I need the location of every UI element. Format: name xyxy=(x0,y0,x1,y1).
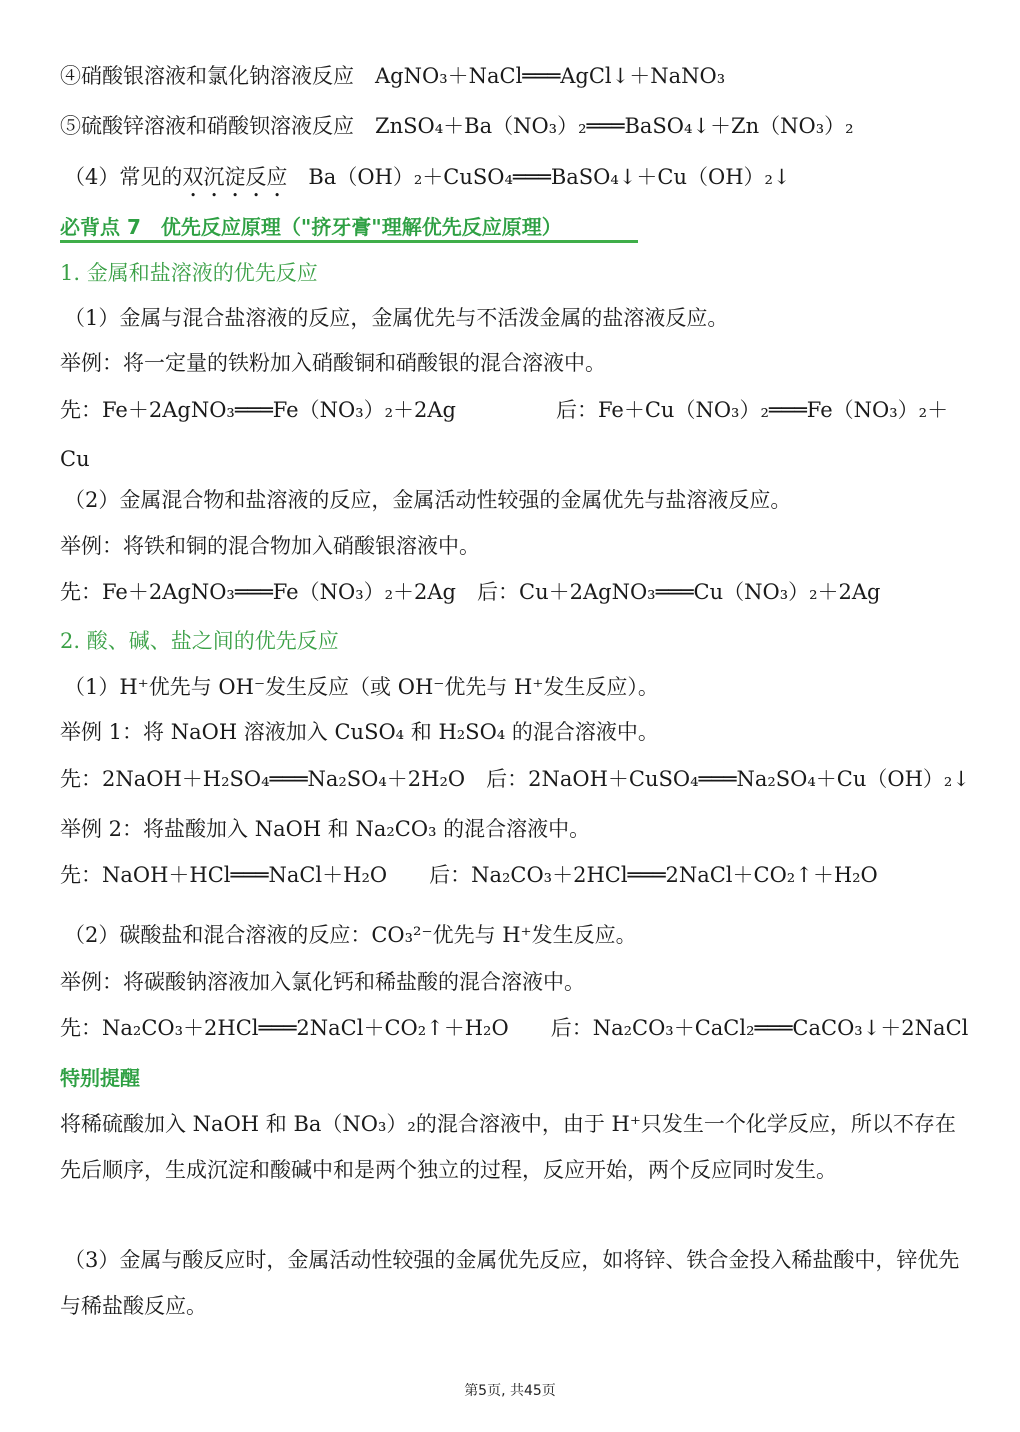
double-precipitate-equation: Ba（OH）₂＋CuSO₄═══BaSO₄↓＋Cu（OH）₂↓ xyxy=(287,165,791,189)
equation-1-second: 后：Fe＋Cu（NO₃）₂═══Fe（NO₃）₂＋ xyxy=(556,398,949,422)
paragraph-3: （1）H⁺优先与 OH⁻发生反应（或 OH⁻优先与 H⁺发生反应）。 xyxy=(64,675,659,699)
emphasized-term: 双沉淀反应 xyxy=(182,165,288,189)
special-reminder-text: 将稀硫酸加入 NaOH 和 Ba（NO₃）₂的混合溶液中，由于 H⁺只发生一个化学反应，所以不存在先后顺序，生成沉淀和酸碱中和是两个独立的过程，反应开始，两个反应同时发生。 xyxy=(60,1112,956,1182)
equation-2: 先：Fe＋2AgNO₃═══Fe（NO₃）₂＋2Ag 后：Cu＋2AgNO₃═══Cu（NO₃）₂＋2Ag xyxy=(60,580,881,604)
heading-underline xyxy=(60,240,638,243)
equation-5: 先：Na₂CO₃＋2HCl═══2NaCl＋CO₂↑＋H₂O 后：Na₂CO₃＋CaCl₂═══CaCO₃↓＋2NaCl xyxy=(60,1016,969,1040)
reaction-line-4: ④硝酸银溶液和氯化钠溶液反应 AgNO₃＋NaCl═══AgCl↓＋NaNO₃ xyxy=(60,64,726,88)
subsection-title-2: 2. 酸、碱、盐之间的优先反应 xyxy=(60,629,339,653)
subsection-title-1: 1. 金属和盐溶液的优先反应 xyxy=(60,261,318,285)
page-footer: 第5页, 共45页 xyxy=(464,1383,556,1399)
example-5: 举例：将碳酸钠溶液加入氯化钙和稀盐酸的混合溶液中。 xyxy=(60,970,585,994)
reaction-line-5: ⑤硫酸锌溶液和硝酸钡溶液反应 ZnSO₄＋Ba（NO₃）₂═══BaSO₄↓＋Zn（NO₃）₂ xyxy=(60,114,854,138)
double-precipitate-prefix: （4）常见的 xyxy=(64,165,183,189)
equation-1-first: 先：Fe＋2AgNO₃═══Fe（NO₃）₂＋2Ag xyxy=(60,398,457,422)
paragraph-5: （3）金属与酸反应时，金属活动性较强的金属优先反应，如将锌、铁合金投入稀盐酸中，锌优先与稀盐酸反应。 xyxy=(60,1248,960,1318)
example-1: 举例：将一定量的铁粉加入硝酸铜和硝酸银的混合溶液中。 xyxy=(60,351,606,375)
example-4: 举例 2：将盐酸加入 NaOH 和 Na₂CO₃ 的混合溶液中。 xyxy=(60,817,591,841)
equation-1-continuation: Cu xyxy=(60,447,90,471)
section-heading: 必背点 7 优先反应原理（"挤牙膏"理解优先反应原理） xyxy=(60,215,562,239)
example-2: 举例：将铁和铜的混合物加入硝酸银溶液中。 xyxy=(60,534,480,558)
equation-3: 先：2NaOH＋H₂SO₄═══Na₂SO₄＋2H₂O 后：2NaOH＋CuSO₄═══Na₂SO₄＋Cu（OH）₂↓ xyxy=(60,767,970,791)
double-precipitate-line xyxy=(64,162,791,202)
equation-4: 先：NaOH＋HCl═══NaCl＋H₂O 后：Na₂CO₃＋2HCl═══2NaCl＋CO₂↑＋H₂O xyxy=(60,863,878,887)
paragraph-4: （2）碳酸盐和混合溶液的反应：CO₃²⁻优先与 H⁺发生反应。 xyxy=(64,923,637,947)
paragraph-1: （1）金属与混合盐溶液的反应，金属优先与不活泼金属的盐溶液反应。 xyxy=(64,306,729,330)
special-reminder-title: 特别提醒 xyxy=(60,1066,140,1090)
example-3: 举例 1：将 NaOH 溶液加入 CuSO₄ 和 H₂SO₄ 的混合溶液中。 xyxy=(60,720,659,744)
paragraph-2: （2）金属混合物和盐溶液的反应，金属活动性较强的金属优先与盐溶液反应。 xyxy=(64,488,792,512)
